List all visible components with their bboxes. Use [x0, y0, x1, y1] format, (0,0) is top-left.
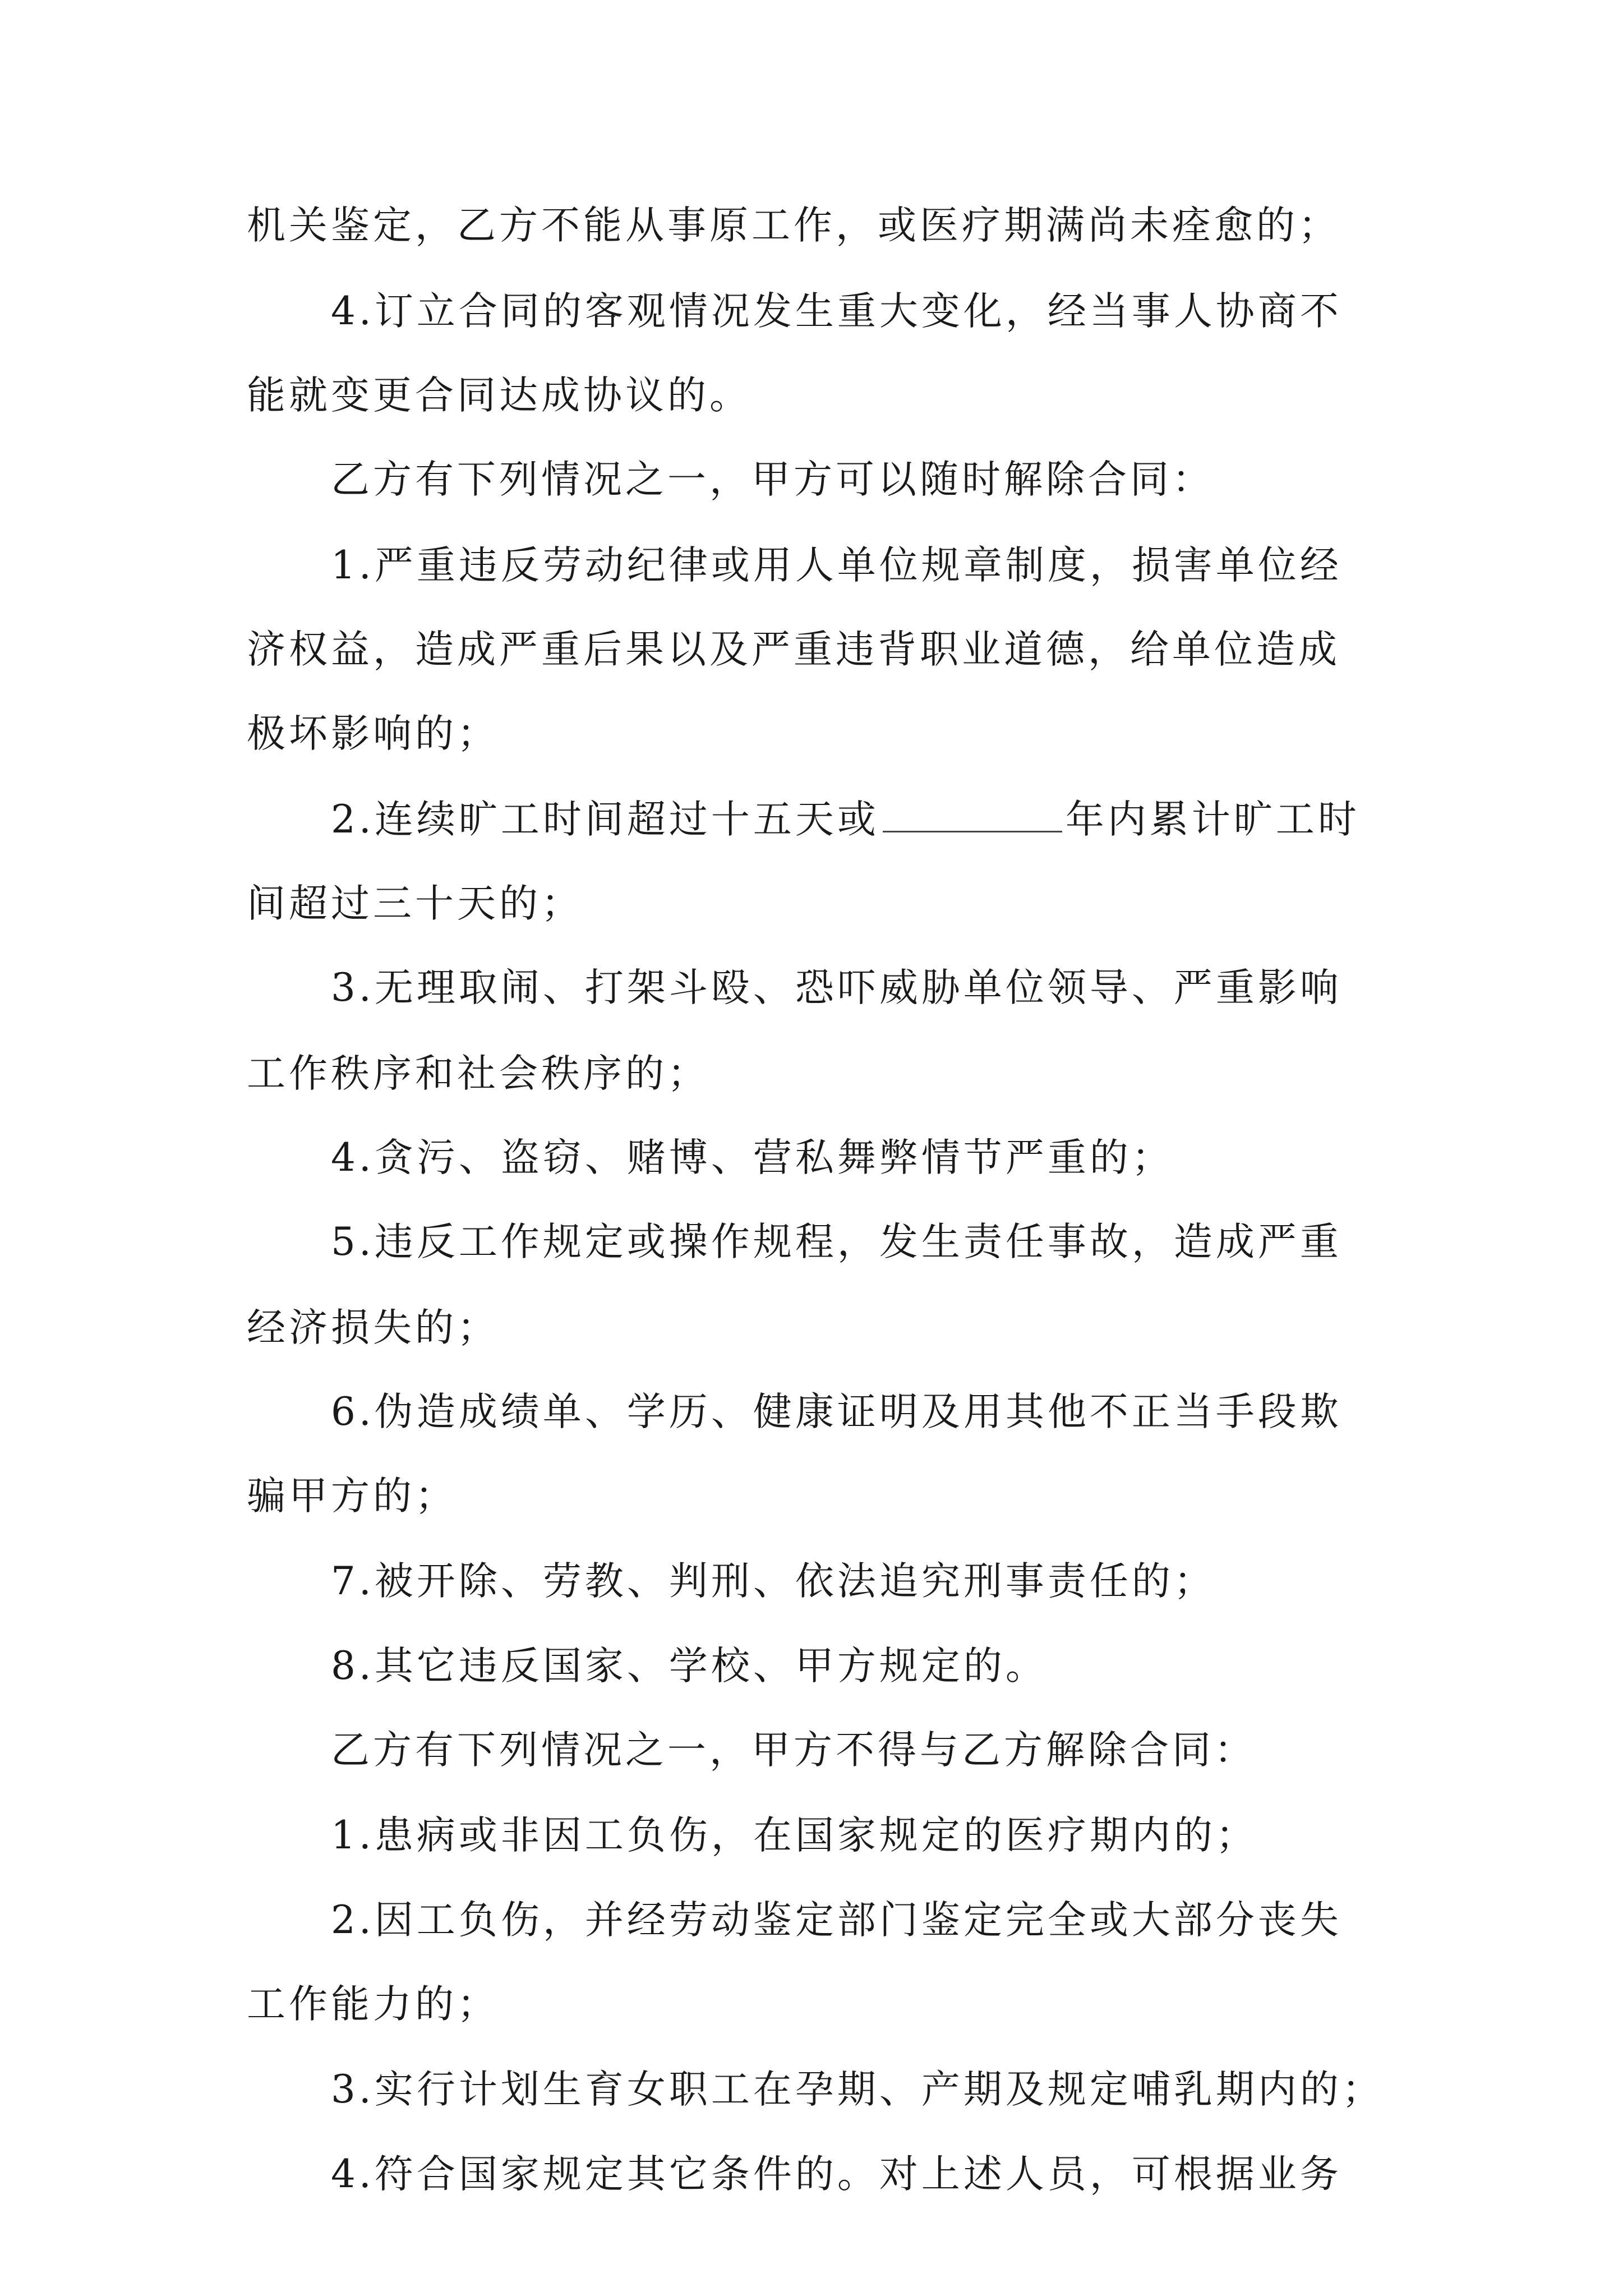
text-line: 极坏影响的；: [247, 711, 499, 756]
text-line: 2.因工负伤，并经劳动鉴定部门鉴定完全或大部分丧失: [331, 1898, 1342, 1943]
text-line: 4.符合国家规定其它条件的。对上述人员，可根据业务: [331, 2152, 1342, 2197]
text-line: 机关鉴定，乙方不能从事原工作，或医疗期满尚未痊愈的；: [247, 203, 1340, 248]
text-line: 能就变更合同达成协议的。: [247, 373, 751, 418]
text-line: 1.患病或非因工负伤，在国家规定的医疗期内的；: [331, 1813, 1258, 1858]
text-after-blank: 年内累计旷工时: [1065, 797, 1360, 842]
text-line: 济权益，造成严重后果以及严重违背职业道德，给单位造成: [247, 627, 1340, 672]
text-line: 3.实行计划生育女职工在孕期、产期及规定哺乳期内的；: [331, 2067, 1384, 2112]
text-line: 4.订立合同的客观情况发生重大变化，经当事人协商不: [331, 289, 1342, 334]
text-line: 间超过三十天的；: [247, 881, 583, 926]
text-line: 7.被开除、劳教、判刑、依法追究刑事责任的；: [331, 1559, 1216, 1604]
text-line: 工作秩序和社会秩序的；: [247, 1051, 709, 1096]
text-line: 经济损失的；: [247, 1305, 499, 1350]
text-line: 骗甲方的；: [247, 1474, 457, 1519]
text-line: 乙方有下列情况之一，甲方不得与乙方解除合同：: [331, 1728, 1256, 1773]
text-line: 4.贪污、盗窃、赌博、营私舞弊情节严重的；: [331, 1135, 1174, 1180]
text-line-with-blank: [331, 794, 1360, 845]
text-line: 6.伪造成绩单、学历、健康证明及用其他不正当手段欺: [331, 1389, 1342, 1434]
text-line: 工作能力的；: [247, 1982, 499, 2027]
text-line: 5.违反工作规定或操作规程，发生责任事故，造成严重: [331, 1220, 1342, 1264]
fill-in-blank: [883, 827, 1062, 832]
text-line: 3.无理取闹、打架斗殴、恐吓威胁单位领导、严重影响: [331, 965, 1342, 1010]
text-line: 乙方有下列情况之一，甲方可以随时解除合同：: [331, 457, 1214, 502]
text-line: 1.严重违反劳动纪律或用人单位规章制度，损害单位经: [331, 543, 1342, 588]
text-line: 8.其它违反国家、学校、甲方规定的。: [331, 1644, 1048, 1688]
text-before-blank: 2.连续旷工时间超过十五天或: [331, 797, 879, 842]
